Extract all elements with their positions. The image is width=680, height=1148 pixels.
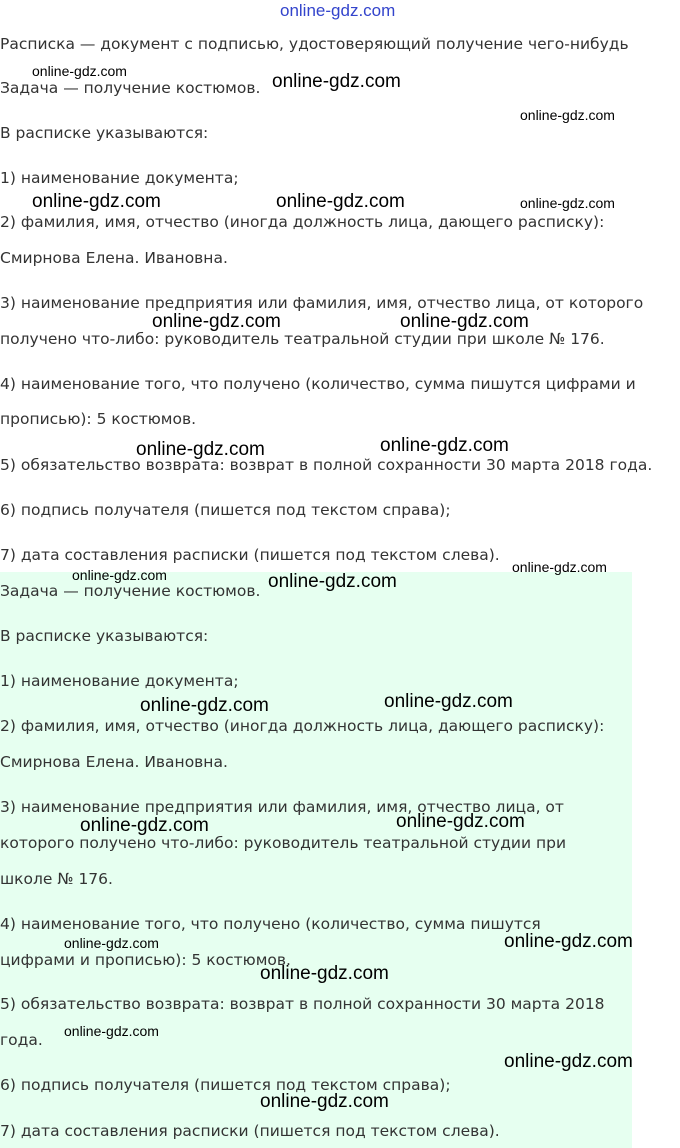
watermark: online-gdz.com [276, 191, 405, 212]
list-item-3-line-1: 3) наименование предприятия или фамилия, имя, отчество лица, от которого [0, 294, 644, 312]
watermark: online-gdz.com [384, 691, 513, 712]
list-item-1: 1) наименование документа; [0, 672, 239, 690]
list-item-4-line-1: 4) наименование того, что получено (количество, сумма пишутся цифрами и [0, 375, 636, 393]
watermark: online-gdz.com [72, 567, 167, 583]
list-item-7: 7) дата составления расписки (пишется под текстом слева). [0, 546, 500, 564]
intro-text: В расписке указываются: [0, 124, 209, 142]
watermark: online-gdz.com [272, 71, 401, 92]
task-text: Задача — получение костюмов. [0, 79, 261, 97]
watermark: online-gdz.com [64, 935, 159, 951]
list-item-4-line-1: 4) наименование того, что получено (количество, сумма пишутся [0, 915, 541, 933]
list-item-2: 2) фамилия, имя, отчество (иногда должность лица, дающего расписку): [0, 717, 605, 735]
list-item-6: 6) подпись получателя (пишется под текстом справа); [0, 1076, 451, 1094]
list-item-3-line-1: 3) наименование предприятия или фамилия, имя, отчество лица, от [0, 798, 564, 816]
watermark: online-gdz.com [520, 195, 615, 211]
watermark: online-gdz.com [260, 1091, 389, 1112]
watermark: online-gdz.com [396, 811, 525, 832]
list-item-4-line-2: цифрами и прописью): 5 костюмов. [0, 951, 291, 969]
name-text: Смирнова Елена. Ивановна. [0, 249, 228, 267]
list-item-5-line-1: 5) обязательство возврата: возврат в полной сохранности 30 марта 2018 [0, 995, 605, 1013]
watermark: online-gdz.com [504, 931, 633, 952]
list-item-5: 5) обязательство возврата: возврат в полной сохранности 30 марта 2018 года. [0, 456, 653, 474]
watermark: online-gdz.com [400, 311, 529, 332]
list-item-3-line-3: школе № 176. [0, 870, 113, 888]
watermark: online-gdz.com [80, 815, 209, 836]
list-item-3-line-2: получено что-либо: руководитель театральной студии при школе № 176. [0, 330, 605, 348]
watermark: online-gdz.com [136, 439, 265, 460]
list-item-7: 7) дата составления расписки (пишется под текстом слева). [0, 1122, 500, 1140]
watermark: online-gdz.com [152, 311, 281, 332]
list-item-1: 1) наименование документа; [0, 169, 239, 187]
watermark: online-gdz.com [32, 191, 161, 212]
list-item-4-line-2: прописью): 5 костюмов. [0, 410, 197, 428]
definition-text: Расписка — документ с подписью, удостоверяющий получение чего-нибудь [0, 35, 629, 53]
watermark: online-gdz.com [260, 963, 389, 984]
watermark: online-gdz.com [380, 435, 509, 456]
watermark: online-gdz.com [64, 1023, 159, 1039]
watermark: online-gdz.com [32, 63, 127, 79]
list-item-3-line-2: которого получено что-либо: руководитель театральной студии при [0, 834, 567, 852]
name-text: Смирнова Елена. Ивановна. [0, 753, 228, 771]
list-item-6: 6) подпись получателя (пишется под текстом справа); [0, 501, 451, 519]
list-item-5-line-2: года. [0, 1031, 43, 1049]
watermark: online-gdz.com [512, 559, 607, 575]
watermark: online-gdz.com [140, 695, 269, 716]
watermark: online-gdz.com [520, 107, 615, 123]
watermark: online-gdz.com [268, 571, 397, 592]
header-watermark: online-gdz.com [280, 1, 396, 20]
task-text: Задача — получение костюмов. [0, 582, 261, 600]
intro-text: В расписке указываются: [0, 627, 209, 645]
watermark: online-gdz.com [504, 1051, 633, 1072]
list-item-2: 2) фамилия, имя, отчество (иногда должность лица, дающего расписку): [0, 213, 605, 231]
